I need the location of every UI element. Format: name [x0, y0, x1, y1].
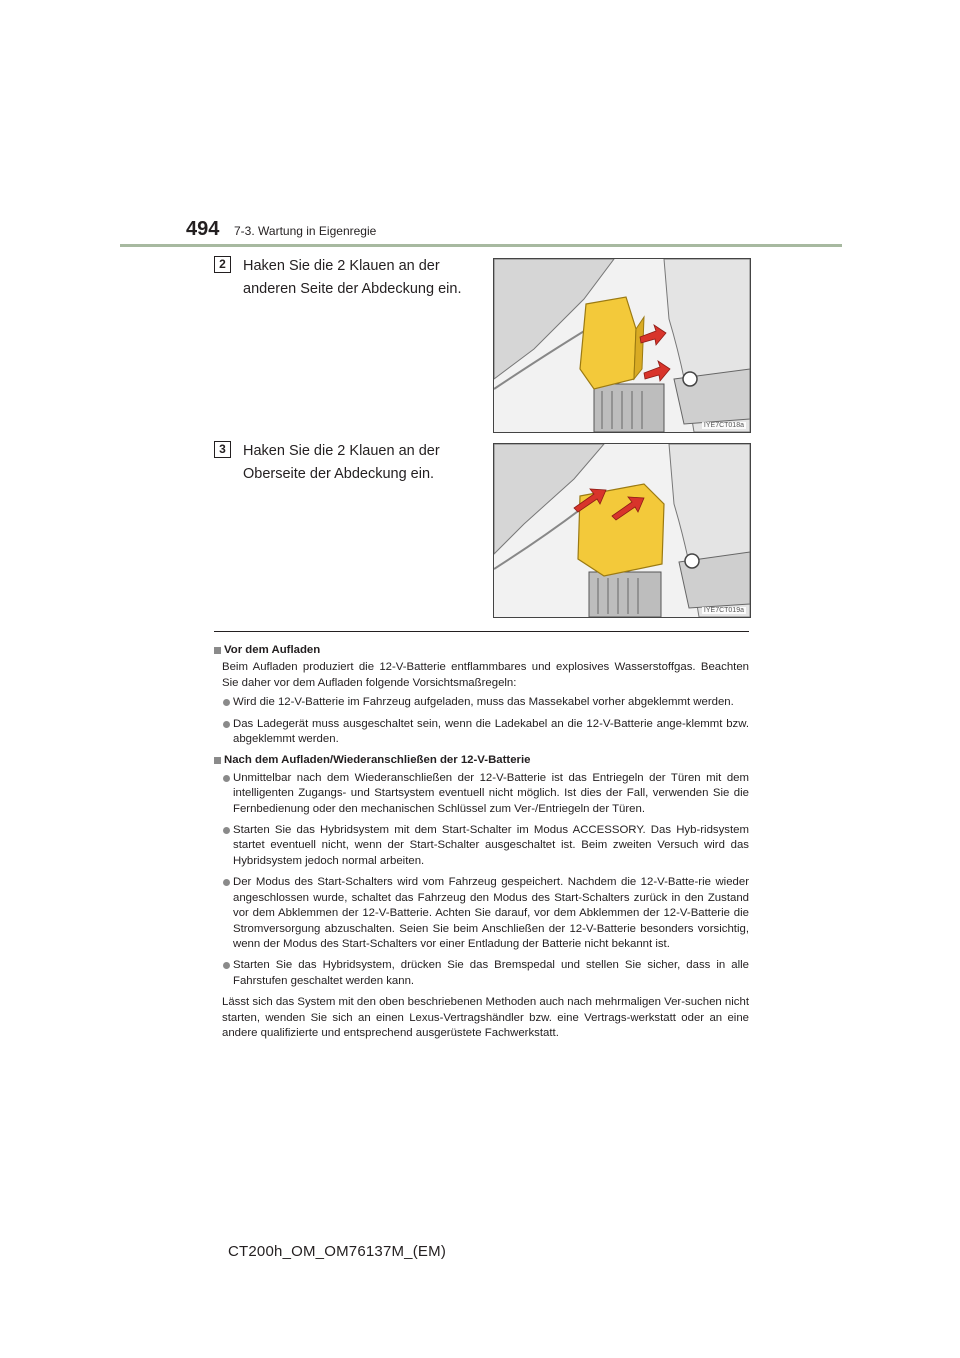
step-instruction [243, 440, 479, 486]
step-number-badge: 3 [214, 441, 231, 458]
cover-top-claws-illustration [494, 444, 750, 617]
step-instruction [243, 255, 479, 301]
circle-bullet-icon [223, 699, 230, 706]
note-paragraph: Lässt sich das System mit den oben beschriebenen Methoden auch nach mehrmaligen Ver-suchen nicht starten, wenden Sie sich an einen Lexus-Vertragshändler bzw. eine Vertrags-werkstatt oder an eine andere qualifizierte und entsprechend ausgerüstete Fachwerkstatt. [222, 996, 749, 1039]
note-bullet [223, 695, 749, 710]
notes-section [214, 642, 749, 1045]
note-bullet-text: Starten Sie das Hybridsystem, drücken Sie das Bremspedal und stellen Sie sicher, dass in alle Fahrstufen geschaltet werden kann. [233, 959, 749, 987]
figure-code: IYE7CT018a [703, 422, 744, 429]
section-title: 7-3. Wartung in Eigenregie [234, 224, 377, 238]
step-illustration [493, 258, 751, 433]
step-instruction-line: Oberseite der Abdeckung ein. [243, 466, 435, 482]
note-bullet-text: Der Modus des Start-Schalters wird vom Fahrzeug gespeichert. Nachdem die 12-V-Batte-rie wieder angeschlossen wurde, schaltet das Fahrzeug den Modus des Start-Schalters zurück in den Zustand vor dem Abklemmen der 12-V-Batterie. Achten Sie darauf, vor dem Abklemmen der 12-V-Batterie die Stromversorgung abzuschalten. Seien Sie beim Anschließen der 12-V-Batterie besonders vorsichtig, wenn der Modus des Start-Schalters vor einer Entladung der Batterie nicht bekannt ist. [233, 876, 749, 950]
note-bullet [223, 771, 749, 817]
square-bullet-icon [214, 647, 221, 654]
note-bullet [223, 958, 749, 989]
header-rule [120, 244, 842, 247]
document-code: CT200h_OM_OM76137M_(EM) [228, 1243, 447, 1260]
note-bullet [223, 823, 749, 869]
step-instruction-line: Haken Sie die 2 Klauen an der [243, 258, 440, 274]
section-divider [214, 631, 749, 632]
circle-bullet-icon [223, 879, 230, 886]
step-instruction-line: Haken Sie die 2 Klauen an der [243, 443, 440, 459]
note-heading [214, 753, 749, 768]
note-bullet-text: Unmittelbar nach dem Wiederanschließen der 12-V-Batterie ist das Entriegeln der Türen mit dem intelligenten Zugangs- und Startsystem eventuell nicht möglich. Ist dies der Fall, verwenden Sie die Fernbedienung oder den mechanischen Schlüssel zum Ver-/Entriegeln der Türen. [233, 771, 749, 815]
circle-bullet-icon [223, 775, 230, 782]
note-bullet [223, 875, 749, 952]
note-bullet-text: Wird die 12-V-Batterie im Fahrzeug aufgeladen, muss das Massekabel vorher abgeklemmt werden. [233, 696, 734, 709]
square-bullet-icon [214, 757, 221, 764]
circle-bullet-icon [223, 962, 230, 969]
note-paragraph: Beim Aufladen produziert die 12-V-Batterie entflammbares und explosives Wasserstoffgas. Beachten Sie daher vor dem Aufladen folgende Vorsichtsmaßregeln: [222, 661, 749, 689]
step-number-badge: 2 [214, 256, 231, 273]
note-bullet-text: Starten Sie das Hybridsystem mit dem Start-Schalter im Modus ACCESSORY. Das Hyb-ridsystem startet eventuell nicht, wenn der Start-Schalter ausgeschaltet ist. Beim zweiten Versuch wird das Hybridsystem jedoch normal arbeiten. [233, 824, 749, 867]
note-heading-text: Nach dem Aufladen/Wiederanschließen der 12-V-Batterie [224, 754, 531, 767]
note-heading-text: Vor dem Aufladen [224, 644, 321, 656]
note-bullet [223, 717, 749, 748]
figure-code: IYE7CT019a [703, 607, 744, 614]
page-number: 494 [186, 218, 220, 240]
circle-bullet-icon [223, 721, 230, 728]
step-illustration [493, 443, 751, 618]
cover-side-claws-illustration [494, 259, 750, 432]
circle-bullet-icon [223, 827, 230, 834]
note-heading [214, 643, 749, 658]
note-bullet-text: Das Ladegerät muss ausgeschaltet sein, wenn die Ladekabel an die 12-V-Batterie ange-klemmt bzw. abgeklemmt werden. [233, 717, 749, 746]
step-instruction-line: anderen Seite der Abdeckung ein. [243, 281, 462, 297]
